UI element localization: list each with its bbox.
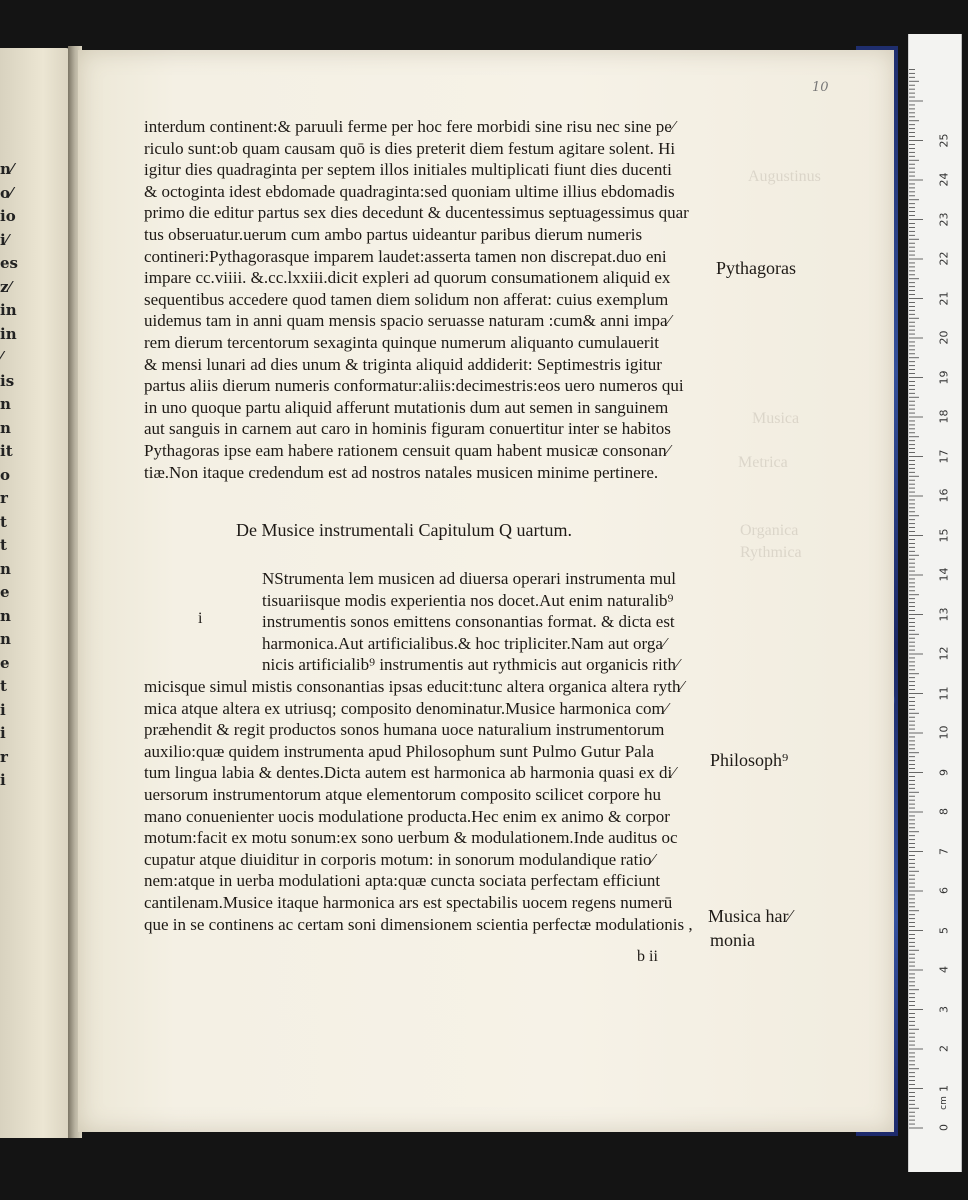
text-line: cantilenam.Musice itaque harmonica ars est spectabilis uocem regens numerū	[144, 892, 673, 912]
text-line: uidemus tam in anni quam mensis spacio seruasse naturam :cum& anni impa⁄	[144, 311, 671, 331]
ruler-number: 22	[937, 251, 951, 266]
margin-note-pythagoras: Pythagoras	[716, 258, 796, 278]
ruler-number: 11	[937, 686, 951, 700]
margin-note-musica-harmonia-1: Musica har⁄	[708, 906, 792, 926]
left-fragment: o	[0, 465, 11, 484]
ruler-number: 8	[937, 808, 951, 815]
text-line: præhendit & regit productos sonos humana uoce naturalium instrumentorum	[144, 720, 665, 740]
folio-number: 10	[812, 80, 829, 95]
left-fragment: i	[0, 724, 6, 742]
ghost-note-organica: Organica	[740, 522, 799, 539]
margin-note-philosoph: Philosoph⁹	[710, 750, 789, 770]
left-fragment: n	[0, 559, 11, 578]
text-line: riculo sunt:ob quam causam quō is dies preterit diem festum agitare solent. Hi	[144, 138, 676, 158]
text-line: nem:atque in uerba modulationi apta:quæ cuncta sociata perfectam efficiunt	[144, 871, 661, 891]
left-fragment: io	[0, 207, 16, 225]
text-line: sequentibus accedere quod tamen diem solidum non afferat: cuius exemplum	[144, 289, 669, 309]
text-line: que in se continens ac certam soni dimensionem scientia perfectæ modulationis ,	[144, 914, 693, 934]
signature-mark: b ii	[637, 948, 658, 965]
text-line: tiæ.Non itaque credendum est ad nostros natales musicen minime pertinere.	[144, 462, 659, 482]
text-line: tisuariisque modis experientia nos docet.Aut enim naturalib⁹	[262, 590, 674, 610]
main-text-block	[144, 116, 700, 483]
chapter-heading: De Musice instrumentali Capitulum Q uartum.	[236, 520, 572, 540]
left-fragment: r	[0, 747, 8, 766]
left-fragment: o⁄	[0, 183, 13, 202]
left-fragment: t	[0, 512, 7, 531]
text-line: in uno quoque partu aliquid afferunt mutationis dum aut semen in sanguinem	[144, 397, 669, 417]
left-fragment: n	[0, 630, 11, 648]
ghost-note-rythmica: Rythmica	[740, 544, 802, 561]
ruler-number: 19	[937, 370, 951, 384]
left-fragment: i	[0, 700, 6, 719]
text-line: impare cc.viiii. &.cc.lxxiii.dicit expleri ad quorum consumationem aliquid ex	[144, 268, 671, 288]
ruler-number: 13	[937, 607, 951, 621]
text-line: nicis artificialib⁹ instrumentis aut rythmicis aut organicis rith⁄	[262, 655, 679, 675]
facing-page-left	[0, 48, 72, 1138]
ruler-ticks	[909, 34, 961, 1172]
text-line: mica atque altera ex utriusq; composito denominatur.Musice harmonica com⁄	[144, 698, 668, 718]
text-line: aut sanguis in carnem aut caro in hominis figuram conuertitur inter se habitos	[144, 419, 671, 439]
text-line: Pythagoras ipse eam habere rationem censuit quam habent musicæ consonan⁄	[144, 440, 670, 460]
text-line: micisque simul mistis consonantias ipsas educit:tunc altera organica altera ryth⁄	[144, 676, 684, 696]
text-line: mano conuenienter uocis modulatione producta.Hec enim ex animo & corpor	[144, 806, 670, 826]
text-line: & mensi lunari ad dies unum & triginta aliquid addiderit: Septimestris igitur	[144, 354, 662, 374]
left-fragment: n	[0, 395, 11, 413]
ruler-unit-label: cm	[939, 1096, 949, 1110]
text-line: partus aliis dierum numeris conformatur:aliis:decimestris:eos uero numeros qui	[144, 376, 684, 396]
ghost-note-musica: Musica	[752, 410, 800, 427]
left-fragment: in	[0, 301, 17, 319]
ruler-number: 18	[937, 409, 951, 424]
ruler-number: 17	[937, 449, 951, 463]
left-fragment: e	[0, 653, 10, 672]
ruler-number: 0	[937, 1124, 951, 1131]
initial-guide-letter: i	[198, 610, 203, 627]
text-line: instrumentis sonos emittens consonantias format. & dicta est	[262, 612, 675, 632]
margin-note-musica-harmonia-2: monia	[710, 930, 755, 950]
ruler-number: 24	[937, 172, 951, 187]
ruler-number: 20	[937, 330, 951, 345]
ruler-number: 4	[937, 966, 951, 973]
text-line: harmonica.Aut artificialibus.& hoc tripliciter.Nam aut orga⁄	[262, 633, 666, 653]
left-fragment: i⁄	[0, 230, 9, 249]
text-line: cupatur atque diuiditur in corporis motum: in sonorum modulandique ratio⁄	[144, 849, 655, 869]
ghost-note-metrica: Metrica	[738, 454, 788, 471]
left-fragment: r	[0, 489, 8, 507]
text-line: auxilio:quæ quidem instrumenta apud Philosophum sunt Pulmo Gutur Pala	[144, 741, 654, 761]
text-line: tus obseruatur.uerum cum ambo partus uideantur paribus dierum numeris	[144, 224, 643, 244]
measurement-ruler	[908, 34, 962, 1172]
left-fragment: in	[0, 324, 17, 343]
left-fragment	[0, 793, 24, 817]
left-fragment: n	[0, 418, 11, 437]
ruler-number: 1	[937, 1084, 951, 1092]
left-fragment: t	[0, 677, 7, 695]
ruler-number: 16	[937, 488, 951, 503]
left-fragment: i	[0, 771, 6, 789]
ruler-number: 3	[937, 1005, 951, 1013]
text-line: & octoginta idest ebdomade quadraginta:sed quoniam ultime illius ebdomadis	[144, 181, 675, 201]
left-fragment: it	[0, 442, 13, 460]
ruler-number: 9	[937, 768, 951, 776]
text-line: NStrumenta lem musicen ad diuersa operari instrumenta mul	[262, 569, 677, 588]
ruler-number: 6	[937, 887, 951, 894]
ruler-number: 5	[937, 926, 951, 934]
text-line: rem dierum tercentorum sexaginta quinque numerum aliquanto cumulauerit	[144, 332, 660, 352]
text-line: tum lingua labia & dentes.Dicta autem est harmonica ab harmonia quasi ex di⁄	[144, 763, 676, 783]
left-page-text-fragments	[0, 158, 24, 816]
text-line: motum:facit ex motu sonum:ex sono uerbum & modulationem.Inde auditus oc	[144, 828, 678, 848]
ruler-number: 15	[937, 528, 951, 542]
ruler-number: 2	[937, 1045, 951, 1052]
ruler-number: 14	[937, 567, 951, 582]
left-fragment: is	[0, 371, 15, 390]
left-fragment: t	[0, 536, 7, 554]
text-line: uersorum instrumentorum atque elementorum composito scilicet corpore hu	[144, 784, 661, 804]
text-line: interdum continent:& paruuli ferme per hoc fere morbidi sine risu nec sine pe⁄	[144, 117, 675, 136]
ruler-number: 25	[937, 133, 951, 147]
left-fragment: es	[0, 254, 18, 272]
left-fragment: n⁄	[0, 160, 14, 178]
ruler-number: 7	[937, 847, 951, 855]
ruler-number: 12	[937, 646, 951, 661]
left-fragment: e	[0, 583, 10, 601]
chapter-text-block	[144, 568, 700, 935]
ghost-note-augustinus: Augustinus	[748, 168, 821, 185]
text-line: primo die editur partus sex dies decedunt & ducentessimus septuagessimus quar	[144, 203, 689, 223]
ruler-number: 21	[937, 291, 951, 305]
ruler-number: 23	[937, 212, 951, 226]
left-fragment: n	[0, 606, 11, 625]
text-line: igitur dies quadraginta per septem illos initiales multiplicati fiunt dies ducenti	[144, 160, 672, 180]
text-line: contineri:Pythagorasque imparem laudet:asserta tamen non discrepat.duo eni	[144, 246, 667, 266]
ruler-number: 10	[937, 725, 951, 740]
left-fragment: ⁄	[0, 348, 3, 366]
left-fragment: z⁄	[0, 277, 12, 296]
